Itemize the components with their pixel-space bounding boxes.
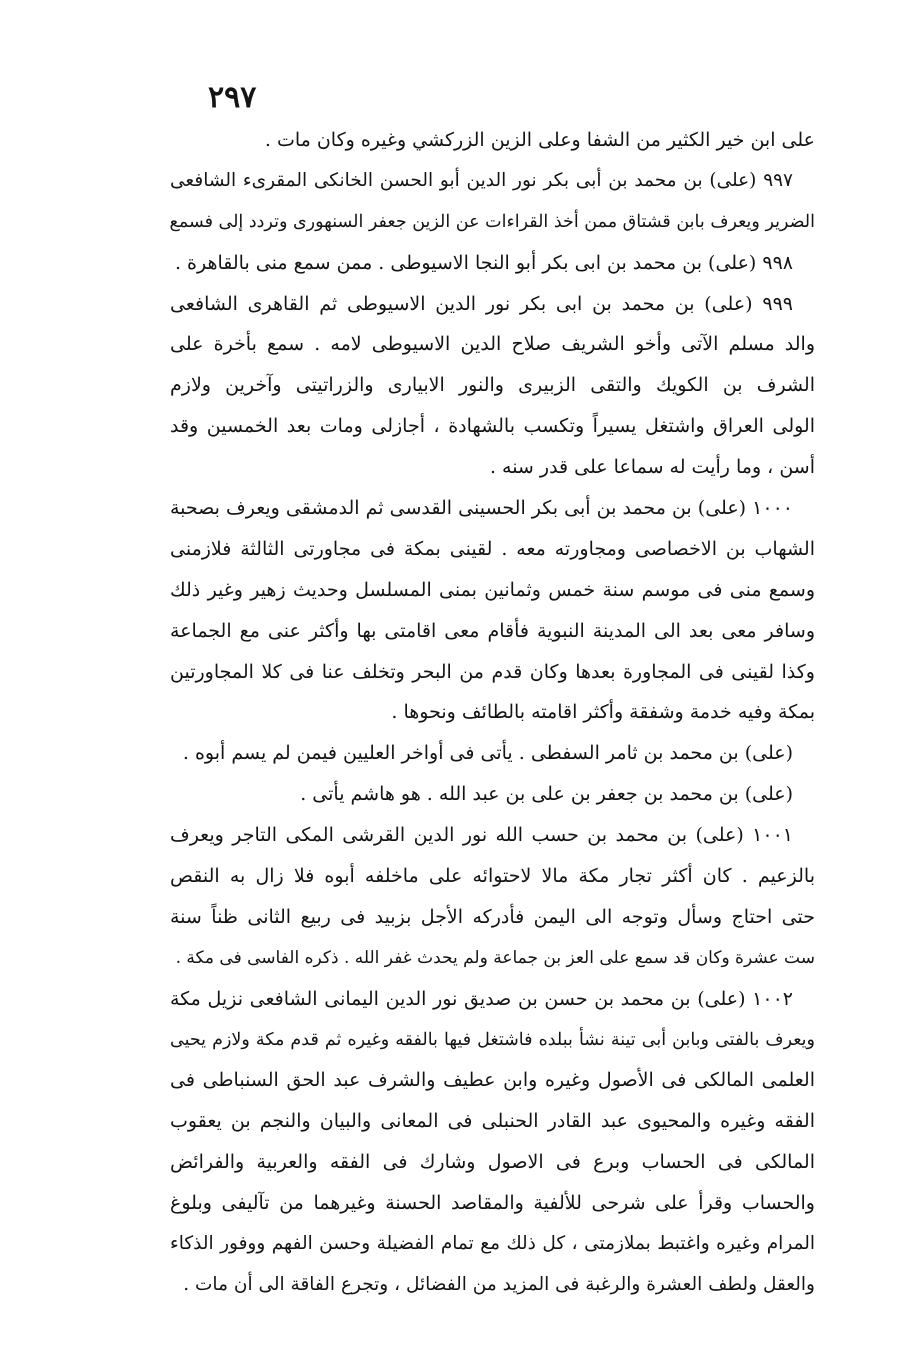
text-line: الشهاب بن الاخصاصى ومجاورته معه . لقينى بمكة فى مجاورتى الثالثة فلازمنى (170, 537, 815, 560)
text-line: ٩٩٨ (على) بن محمد بن ابى بكر أبو النجا الاسيوطى . ممن سمع منى بالقاهرة . (174, 251, 793, 274)
text-line: والد مسلم الآتى وأخو الشريف صلاح الدين الاسيوطى لامه . سمع بأخرة على (170, 333, 815, 356)
text-body (170, 120, 815, 1306)
text-line: الفقه وغيره والمحيوى عبد القادر الحنبلى فى المعانى والبيان والنجم بن يعقوب (170, 1110, 815, 1133)
text-line: (على) بن محمد بن ثامر السفطى . يأتى فى أواخر العليين فيمن لم يسم أبوه . (182, 742, 793, 765)
text-line: أسن ، وما رأيت له سماعا على قدر سنه . (489, 456, 815, 479)
text-line: المرام وغيره واغتبط بملازمتى ، كل ذلك مع تمام الفضيلة وحسن الفهم ووفور الذكاء (170, 1233, 815, 1255)
text-line: بالزعيم . كان أكثر تجار مكة مالا لاحتوائه على ماخلفه أبوه فلا زال به النقص (170, 865, 815, 888)
text-line: المالكى فى الحساب وبرع فى الاصول وشارك فى الفقه والعربية والفرائض (170, 1151, 815, 1174)
text-line: ٩٩٧ (على) بن محمد بن أبى بكر نور الدين أبو الحسن الخانكى المقرىء الشافعى (170, 169, 793, 191)
text-line: والحساب وقرأ على شرحى للألفية والمقاصد الحسنة وغيرهما من تآليفى وبلوغ (170, 1192, 815, 1215)
text-line: ٩٩٩ (على) بن محمد بن ابى بكر نور الدين الاسيوطى ثم القاهرى الشافعى (170, 292, 793, 315)
text-line: الولى العراق واشتغل يسيراً وتكسب بالشهادة ، أجازلى ومات بعد الخمسين وقد (170, 415, 815, 438)
text-line: بمكة وفيه خدمة وشفقة وأكثر اقامته بالطائف ونحوها . (391, 701, 815, 724)
text-line: وسمع منى فى موسم سنة خمس وثمانين بمنى المسلسل وحديث زهير وغير ذلك (170, 578, 815, 601)
text-line: (على) بن محمد بن جعفر بن على بن عبد الله . هو هاشم يأتى . (300, 783, 793, 806)
text-line: الشرف بن الكويك والتقى الزبيرى والنور الابيارى والزراتيتى وآخرين ولازم (170, 374, 815, 397)
text-line: وكذا لقينى فى المجاورة بعدها وكان قدم من البحر وتخلف عنا فى كلا المجاورتين (170, 660, 815, 683)
text-line: ١٠٠٠ (على) بن محمد بن أبى بكر الحسينى القدسى ثم الدمشقى ويعرف بصحبة (170, 497, 793, 520)
text-line: وسافر معى بعد الى المدينة النبوية فأقام معى اقامتى بها وأكثر عنى مع الجماعة (170, 619, 815, 642)
text-line: ويعرف بالفتى وبابن أبى تينة نشأ ببلده فاشتغل فيها بالفقه وغيره ثم قدم مكة ولازم يحيى (170, 1029, 815, 1050)
text-line: ١٠٠٢ (على) بن محمد بن حسن بن صديق نور الدين اليمانى الشافعى نزيل مكة (170, 987, 793, 1010)
text-line: والعقل ولطف العشرة والرغبة فى المزيد من الفضائل ، وتجرع الفاقة الى أن مات . (183, 1273, 815, 1295)
text-line: العلمى المالكى فى الأصول وغيره وابن عطيف والشرف عبد الحق السنباطى فى (170, 1069, 815, 1092)
text-line: ست عشرة وكان قد سمع على العز بن جماعة ولم يحدث غفر الله . ذكره الفاسى فى مكة . (175, 947, 815, 968)
text-line: ١٠٠١ (على) بن محمد بن حسب الله نور الدين القرشى المكى التاجر ويعرف (170, 824, 793, 847)
page-number: ٢٩٧ (208, 80, 257, 115)
text-line: حتى احتاج وسأل وتوجه الى اليمن فأدركه الأجل بزبيد فى ربيع الثانى ظناً سنة (170, 905, 815, 928)
text-line: الضرير ويعرف بابن قشتاق ممن أخذ القراءات عن الزين جعفر السنهورى وتردد إلى فسمع (170, 211, 815, 232)
document-page (170, 80, 815, 1300)
text-line: على ابن خير الكثير من الشفا وعلى الزين الزركشي وغيره وكان مات . (264, 129, 815, 151)
